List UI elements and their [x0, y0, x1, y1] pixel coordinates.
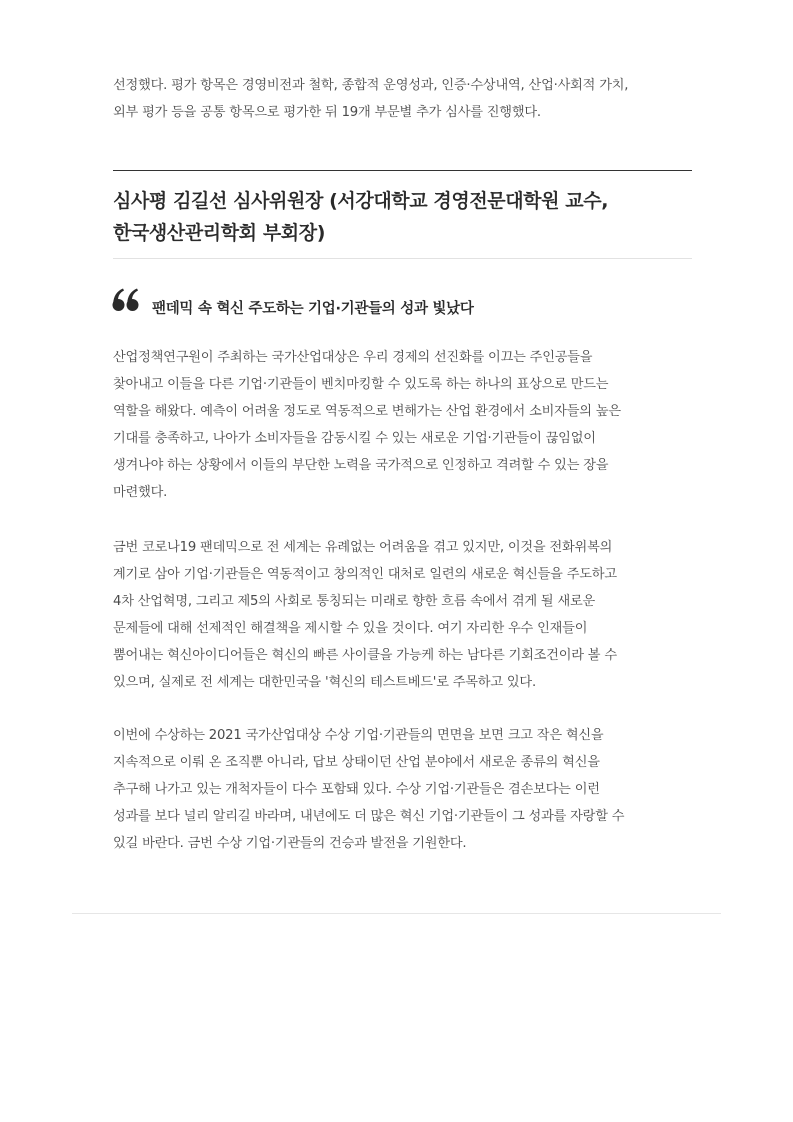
text-line: 산업정책연구원이 주최하는 국가산업대상은 우리 경제의 선진화를 이끄는 주인공들을 [113, 350, 593, 365]
text-line: 추구해 나가고 있는 개척자들이 다수 포함돼 있다. 수상 기업·기관들은 겸손보다는 이런 [113, 782, 600, 797]
body-paragraph-1 [113, 344, 693, 506]
heading-underline [113, 258, 692, 259]
text-line: 지속적으로 이뤄 온 조직뿐 아니라, 답보 상태이던 산업 분야에서 새로운 종류의 혁신을 [113, 755, 600, 770]
footer-divider [72, 913, 721, 914]
text-line: 생겨나야 하는 상황에서 이들의 부단한 노력을 국가적으로 인정하고 격려할 수 있는 장을 [113, 458, 609, 473]
text-line: 외부 평가 등을 공통 항목으로 평가한 뒤 19개 부문별 추가 심사를 진행했다. [113, 105, 541, 120]
text-line: 선정했다. 평가 항목은 경영비전과 철학, 종합적 운영성과, 인증·수상내역, 산업·사회적 가치, [113, 78, 629, 93]
body-paragraph-2 [113, 534, 693, 696]
text-line: 마련했다. [113, 485, 168, 500]
section-divider [113, 170, 692, 171]
text-line: 있으며, 실제로 전 세계는 대한민국을 '혁신의 테스트베드'로 주목하고 있다. [113, 675, 536, 690]
body-paragraph-3 [113, 722, 693, 857]
text-line: 역할을 해왔다. 예측이 어려울 정도로 역동적으로 변해가는 산업 환경에서 소비자들의 높은 [113, 404, 621, 419]
section-heading [113, 185, 608, 249]
quote-icon [111, 284, 141, 314]
text-line: 기대를 충족하고, 나아가 소비자들을 감동시킬 수 있는 새로운 기업·기관들이 끊임없이 [113, 431, 596, 446]
text-line: 금번 코로나19 팬데믹으로 전 세계는 유례없는 어려움을 겪고 있지만, 이것을 전화위복의 [113, 540, 613, 555]
quote-title: 팬데믹 속 혁신 주도하는 기업·기관들의 성과 빛났다 [152, 301, 474, 317]
text-line: 문제들에 대해 선제적인 해결책을 제시할 수 있을 것이다. 여기 자리한 우수 인재들이 [113, 621, 588, 636]
text-line: 계기로 삼아 기업·기관들은 역동적이고 창의적인 대처로 일련의 새로운 혁신들을 주도하고 [113, 567, 617, 582]
text-line: 4차 산업혁명, 그리고 제5의 사회로 통칭되는 미래로 향한 흐름 속에서 겪게 될 새로운 [113, 594, 596, 609]
heading-line: 한국생산관리학회 부회장) [113, 222, 325, 244]
text-line: 찾아내고 이들을 다른 기업·기관들이 벤치마킹할 수 있도록 하는 하나의 표상으로 만드는 [113, 377, 609, 392]
text-line: 성과를 보다 널리 알리길 바라며, 내년에도 더 많은 혁신 기업·기관들이 그 성과를 자랑할 수 [113, 809, 625, 824]
text-line: 이번에 수상하는 2021 국가산업대상 수상 기업·기관들의 면면을 보면 크고 작은 혁신을 [113, 728, 604, 743]
heading-line: 심사평 김길선 심사위원장 (서강대학교 경영전문대학원 교수, [113, 190, 609, 212]
text-line: 뿜어내는 혁신아이디어들은 혁신의 빠른 사이클을 가능케 하는 남다른 기회조건이라 볼 수 [113, 648, 617, 663]
text-line: 있길 바란다. 금번 수상 기업·기관들의 건승과 발전을 기원한다. [113, 836, 467, 851]
intro-paragraph [113, 72, 693, 126]
